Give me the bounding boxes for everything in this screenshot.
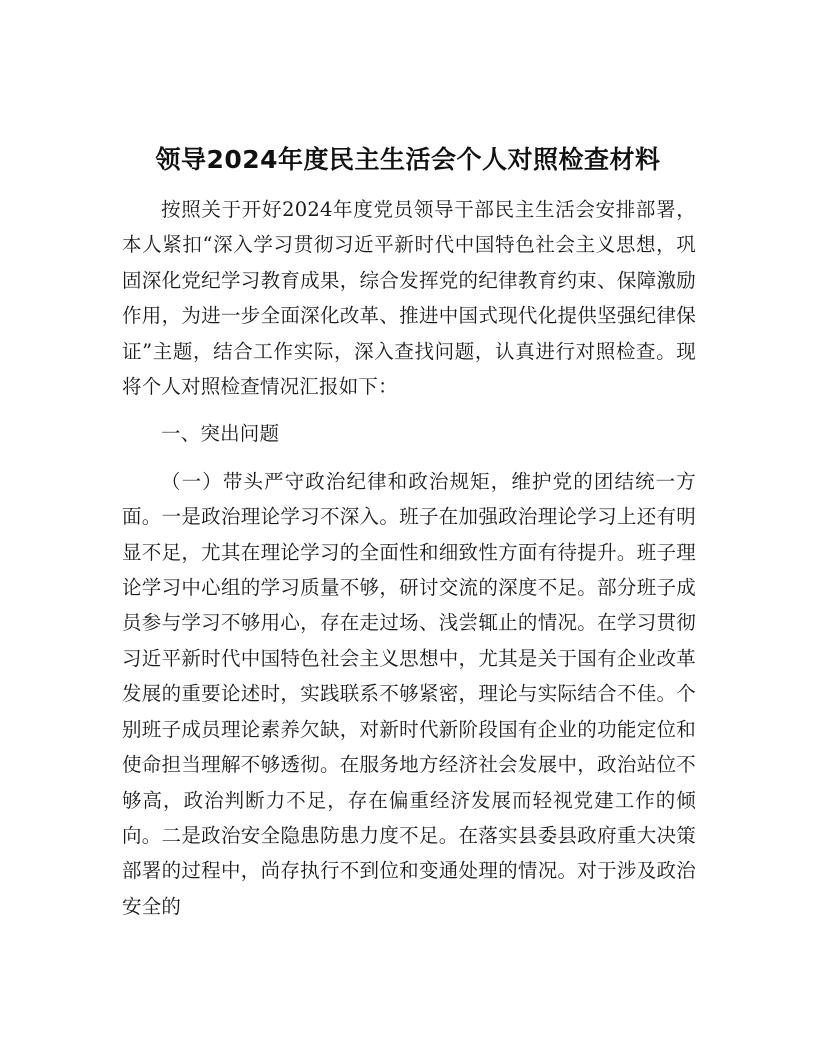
section-heading: 一、突出问题 — [161, 422, 280, 446]
intro-paragraph: 按照关于开好2024年度党员领导干部民主生活会安排部署，本人紧扣“深入学习贯彻习近平新时代中国特色社会主义思想，巩固深化党纪学习教育成果，综合发挥党的纪律教育约束、保障激励作用，为进一步全面深化改革、推进中国式现代化提供坚强纪律保证”主题，结合工作实际，深入查找问题，认真进行对照检查。现将个人对照检查情况汇报如下： — [122, 198, 696, 399]
document-body — [122, 192, 696, 924]
document-title: 领导2024年度民主生活会个人对照检查材料 — [155, 145, 661, 174]
subsection-paragraph: （一）带头严守政治纪律和政治规矩，维护党的团结统一方面。一是政治理论学习不深入。班子在加强政治理论学习上还有明显不足，尤其在理论学习的全面性和细致性方面有待提升。班子理论学习中心组的学习质量不够，研讨交流的深度不足。部分班子成员参与学习不够用心，存在走过场、浅尝辄止的情况。在学习贯彻习近平新时代中国特色社会主义思想中，尤其是关于国有企业改革发展的重要论述时，实践联系不够紧密，理论与实际结合不佳。个别班子成员理论素养欠缺，对新时代新阶段国有企业的功能定位和使命担当理解不够透彻。在服务地方经济社会发展中，政治站位不够高，政治判断力不足，存在偏重经济发展而轻视党建工作的倾向。二是政治安全隐患防患力度不足。在落实县委县政府重大决策部署的过程中，尚存执行不到位和变通处理的情况。对于涉及政治安全的 — [122, 469, 696, 918]
